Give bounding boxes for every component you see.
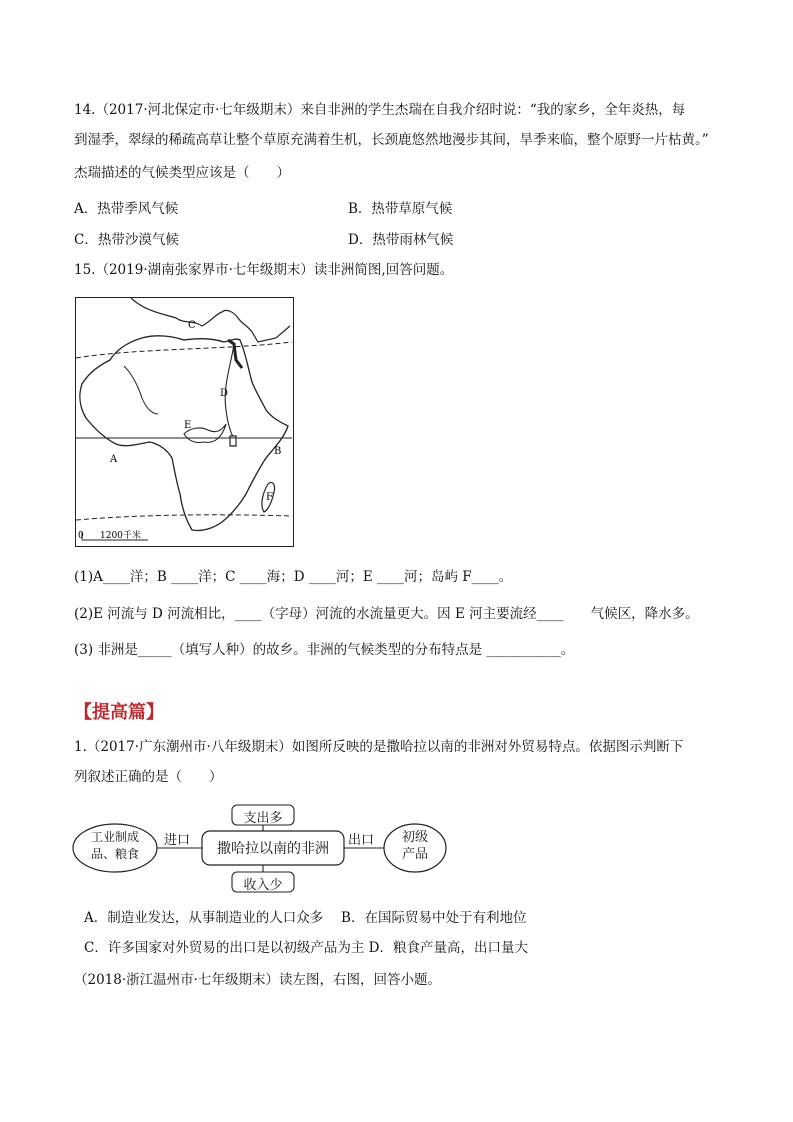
map-label-c: C — [188, 320, 196, 331]
map-label-f: F — [266, 492, 273, 503]
trade-diagram — [72, 803, 452, 893]
q14-option-a: A．热带季风气候 — [74, 201, 179, 217]
q15-sub2: (2)E 河流与 D 河流相比，____（字母）河流的水流量更大。因 E 河主要流经____ 气候区，降水多。 — [74, 606, 699, 622]
q1-options-cd: C．许多国家对外贸易的出口是以初级产品为主 D．粮食产量高，出口量大 — [84, 940, 528, 956]
q1-stem-line1: 1.（2017·广东潮州市·八年级期末）如图所反映的是撒哈拉以南的非洲对外贸易特点。依据图示判断下 — [74, 739, 684, 755]
right-oval-line2: 产品 — [401, 847, 428, 862]
africa-coastline — [80, 336, 288, 531]
right-oval-text — [390, 829, 440, 863]
q14-stem-line1: 14.（2017·河北保定市·七年级期末）来自非洲的学生杰瑞在自我介绍时说：“我的家乡，全年炎热，每 — [74, 102, 686, 118]
q15-sub3: (3) 非洲是_____（填写人种）的故乡。非洲的气候类型的分布特点是 ___________。 — [74, 642, 575, 658]
q14-option-d: D．热带雨林气候 — [348, 232, 454, 248]
q14-option-b: B．热带草原气候 — [348, 201, 453, 217]
right-oval-line1: 初级 — [401, 830, 428, 845]
q14-stem-line2: 到湿季，翠绿的稀疏高草让整个草原充满着生机，长颈鹿悠然地漫步其间，旱季来临，整个原野一片枯黄。” — [74, 132, 709, 148]
west-river — [124, 366, 158, 414]
q1-options-ab: A．制造业发达，从事制造业的人口众多 B．在国际贸易中处于有利地位 — [84, 910, 527, 926]
export-label: 出口 — [348, 833, 375, 848]
left-oval-line1: 工业制成 — [90, 830, 139, 844]
tropic-of-cancer — [76, 342, 292, 358]
scale-zero: 0 — [78, 531, 84, 541]
map-label-a: A — [110, 454, 118, 465]
top-label: 支出多 — [243, 811, 283, 826]
left-oval-text — [84, 829, 146, 863]
import-label: 进口 — [164, 833, 191, 848]
q1-stem-line2: 列叙述正确的是（ ） — [74, 769, 223, 785]
left-oval-line2: 品、粮食 — [90, 847, 139, 861]
section-title: 【提高篇】 — [74, 702, 164, 723]
map-label-e: E — [184, 420, 192, 431]
scale-text: 1200千米 — [100, 531, 141, 541]
bottom-label: 收入少 — [243, 878, 283, 893]
tropic-of-capricorn — [76, 515, 292, 520]
q14-stem-line3: 杰瑞描述的气候类型应该是（ ） — [74, 165, 290, 181]
map-label-b: B — [274, 446, 282, 457]
africa-map-figure — [76, 298, 292, 545]
center-label: 撒哈拉以南的非洲 — [217, 841, 329, 857]
map-label-d: D — [220, 388, 229, 399]
q14-option-c: C．热带沙漠气候 — [74, 232, 179, 248]
q15-sub1: (1)A____洋；B ____洋；C ____海；D ____河；E ____河；岛屿 F____。 — [74, 569, 513, 585]
q15-stem: 15.（2019·湖南张家界市·七年级期末）读非洲简图,回答问题。 — [74, 262, 454, 278]
next-question-stem: （2018·浙江温州市·七年级期末）读左图，右图，回答小题。 — [74, 972, 441, 988]
africa-map — [75, 297, 294, 547]
